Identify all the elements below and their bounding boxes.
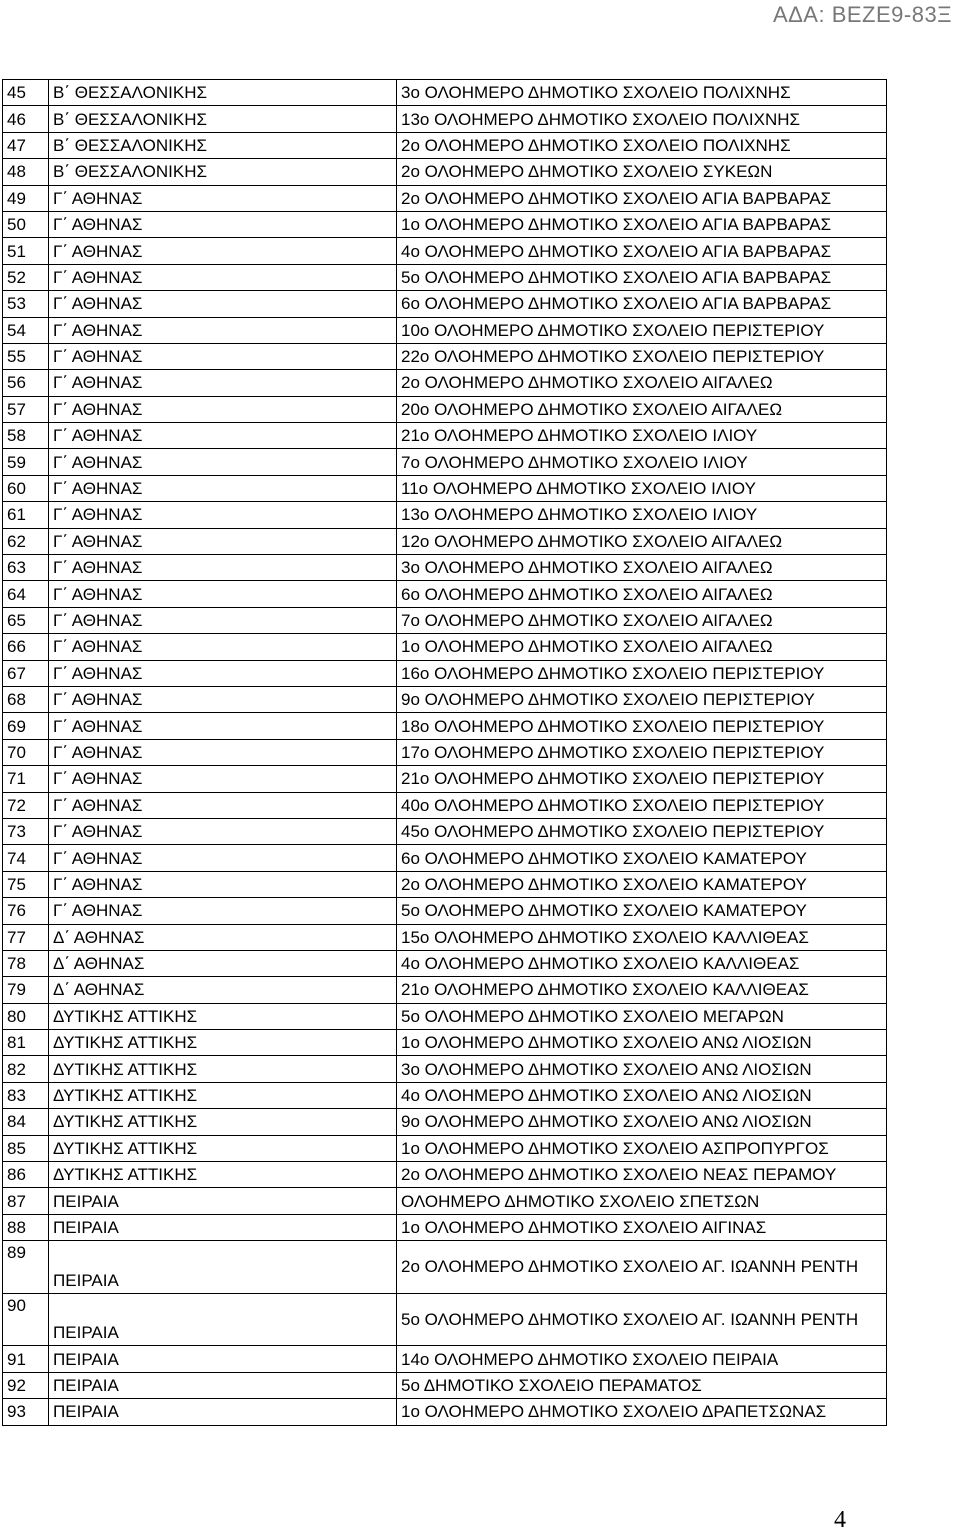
schools-table-body — [3, 80, 887, 1426]
table-row — [3, 1188, 887, 1214]
directorate-cell: Γ΄ ΑΘΗΝΑΣ — [49, 211, 397, 237]
row-number-cell: 77 — [3, 924, 49, 950]
directorate-cell: ΠΕΙΡΑΙΑ — [49, 1399, 397, 1425]
school-name-cell: 2ο ΟΛΟΗΜΕΡΟ ΔΗΜΟΤΙΚΟ ΣΧΟΛΕΙΟ ΑΓ. ΙΩΑΝΝΗ ΡΕΝΤΗ — [397, 1241, 887, 1294]
directorate-cell: ΔΥΤΙΚΗΣ ΑΤΤΙΚΗΣ — [49, 1003, 397, 1029]
directorate-cell: Γ΄ ΑΘΗΝΑΣ — [49, 607, 397, 633]
row-number-cell: 58 — [3, 423, 49, 449]
school-name-cell: 21ο ΟΛΟΗΜΕΡΟ ΔΗΜΟΤΙΚΟ ΣΧΟΛΕΙΟ ΙΛΙΟΥ — [397, 423, 887, 449]
table-row — [3, 370, 887, 396]
directorate-cell: Γ΄ ΑΘΗΝΑΣ — [49, 845, 397, 871]
directorate-cell: Γ΄ ΑΘΗΝΑΣ — [49, 634, 397, 660]
table-row — [3, 581, 887, 607]
directorate-cell: Γ΄ ΑΘΗΝΑΣ — [49, 502, 397, 528]
row-number-cell: 60 — [3, 475, 49, 501]
school-name-cell: 20ο ΟΛΟΗΜΕΡΟ ΔΗΜΟΤΙΚΟ ΣΧΟΛΕΙΟ ΑΙΓΑΛΕΩ — [397, 396, 887, 422]
directorate-cell: ΠΕΙΡΑΙΑ — [49, 1293, 397, 1346]
row-number-cell: 87 — [3, 1188, 49, 1214]
directorate-cell: Γ΄ ΑΘΗΝΑΣ — [49, 871, 397, 897]
row-number-cell: 82 — [3, 1056, 49, 1082]
directorate-cell: Γ΄ ΑΘΗΝΑΣ — [49, 898, 397, 924]
directorate-cell: ΠΕΙΡΑΙΑ — [49, 1372, 397, 1398]
school-name-cell: 22ο ΟΛΟΗΜΕΡΟ ΔΗΜΟΤΙΚΟ ΣΧΟΛΕΙΟ ΠΕΡΙΣΤΕΡΙΟΥ — [397, 343, 887, 369]
row-number-cell: 84 — [3, 1109, 49, 1135]
school-name-cell: 1ο ΟΛΟΗΜΕΡΟ ΔΗΜΟΤΙΚΟ ΣΧΟΛΕΙΟ ΑΓΙΑ ΒΑΡΒΑΡΑΣ — [397, 211, 887, 237]
directorate-cell: ΔΥΤΙΚΗΣ ΑΤΤΙΚΗΣ — [49, 1109, 397, 1135]
directorate-cell: Γ΄ ΑΘΗΝΑΣ — [49, 423, 397, 449]
school-name-cell: 9ο ΟΛΟΗΜΕΡΟ ΔΗΜΟΤΙΚΟ ΣΧΟΛΕΙΟ ΠΕΡΙΣΤΕΡΙΟΥ — [397, 686, 887, 712]
row-number-cell: 79 — [3, 977, 49, 1003]
directorate-cell: Γ΄ ΑΘΗΝΑΣ — [49, 185, 397, 211]
school-name-cell: 5ο ΟΛΟΗΜΕΡΟ ΔΗΜΟΤΙΚΟ ΣΧΟΛΕΙΟ ΜΕΓΑΡΩΝ — [397, 1003, 887, 1029]
school-name-cell: 17ο ΟΛΟΗΜΕΡΟ ΔΗΜΟΤΙΚΟ ΣΧΟΛΕΙΟ ΠΕΡΙΣΤΕΡΙΟΥ — [397, 739, 887, 765]
table-row — [3, 713, 887, 739]
row-number-cell: 45 — [3, 80, 49, 106]
row-number-cell: 49 — [3, 185, 49, 211]
school-name-cell: 1ο ΟΛΟΗΜΕΡΟ ΔΗΜΟΤΙΚΟ ΣΧΟΛΕΙΟ ΑΙΓΙΝΑΣ — [397, 1214, 887, 1240]
school-name-cell: 7ο ΟΛΟΗΜΕΡΟ ΔΗΜΟΤΙΚΟ ΣΧΟΛΕΙΟ ΙΛΙΟΥ — [397, 449, 887, 475]
row-number-cell: 81 — [3, 1030, 49, 1056]
school-name-cell: 5ο ΟΛΟΗΜΕΡΟ ΔΗΜΟΤΙΚΟ ΣΧΟΛΕΙΟ ΑΓ. ΙΩΑΝΝΗ ΡΕΝΤΗ — [397, 1293, 887, 1346]
table-row — [3, 1346, 887, 1372]
directorate-cell: Γ΄ ΑΘΗΝΑΣ — [49, 766, 397, 792]
directorate-cell: Γ΄ ΑΘΗΝΑΣ — [49, 581, 397, 607]
row-number-cell: 72 — [3, 792, 49, 818]
directorate-cell: Γ΄ ΑΘΗΝΑΣ — [49, 291, 397, 317]
directorate-cell: ΠΕΙΡΑΙΑ — [49, 1214, 397, 1240]
row-number-cell: 63 — [3, 555, 49, 581]
table-row — [3, 1082, 887, 1108]
directorate-cell: Β΄ ΘΕΣΣΑΛΟΝΙΚΗΣ — [49, 132, 397, 158]
table-row — [3, 1241, 887, 1294]
table-row — [3, 1135, 887, 1161]
table-row — [3, 1293, 887, 1346]
table-row — [3, 475, 887, 501]
school-name-cell: 18ο ΟΛΟΗΜΕΡΟ ΔΗΜΟΤΙΚΟ ΣΧΟΛΕΙΟ ΠΕΡΙΣΤΕΡΙΟΥ — [397, 713, 887, 739]
table-row — [3, 660, 887, 686]
table-row — [3, 106, 887, 132]
table-row — [3, 185, 887, 211]
row-number-cell: 88 — [3, 1214, 49, 1240]
directorate-cell: Γ΄ ΑΘΗΝΑΣ — [49, 792, 397, 818]
directorate-cell: Δ΄ ΑΘΗΝΑΣ — [49, 950, 397, 976]
directorate-cell: Γ΄ ΑΘΗΝΑΣ — [49, 713, 397, 739]
table-row — [3, 634, 887, 660]
school-name-cell: 6ο ΟΛΟΗΜΕΡΟ ΔΗΜΟΤΙΚΟ ΣΧΟΛΕΙΟ ΚΑΜΑΤΕΡΟΥ — [397, 845, 887, 871]
document-code: ΑΔΑ: ΒΕΖΕ9-83Ξ — [772, 2, 952, 27]
directorate-cell: ΠΕΙΡΑΙΑ — [49, 1346, 397, 1372]
table-row — [3, 1030, 887, 1056]
directorate-cell: ΠΕΙΡΑΙΑ — [49, 1188, 397, 1214]
table-row — [3, 80, 887, 106]
directorate-cell: Δ΄ ΑΘΗΝΑΣ — [49, 977, 397, 1003]
school-name-cell: 4ο ΟΛΟΗΜΕΡΟ ΔΗΜΟΤΙΚΟ ΣΧΟΛΕΙΟ ΑΝΩ ΛΙΟΣΙΩΝ — [397, 1082, 887, 1108]
table-row — [3, 1399, 887, 1425]
row-number-cell: 83 — [3, 1082, 49, 1108]
table-row — [3, 845, 887, 871]
school-name-cell: 15ο ΟΛΟΗΜΕΡΟ ΔΗΜΟΤΙΚΟ ΣΧΟΛΕΙΟ ΚΑΛΛΙΘΕΑΣ — [397, 924, 887, 950]
school-name-cell: 9ο ΟΛΟΗΜΕΡΟ ΔΗΜΟΤΙΚΟ ΣΧΟΛΕΙΟ ΑΝΩ ΛΙΟΣΙΩΝ — [397, 1109, 887, 1135]
directorate-cell: Γ΄ ΑΘΗΝΑΣ — [49, 818, 397, 844]
directorate-cell: Δ΄ ΑΘΗΝΑΣ — [49, 924, 397, 950]
school-name-cell: 2ο ΟΛΟΗΜΕΡΟ ΔΗΜΟΤΙΚΟ ΣΧΟΛΕΙΟ ΝΕΑΣ ΠΕΡΑΜΟΥ — [397, 1162, 887, 1188]
directorate-cell: ΔΥΤΙΚΗΣ ΑΤΤΙΚΗΣ — [49, 1030, 397, 1056]
directorate-cell: Γ΄ ΑΘΗΝΑΣ — [49, 343, 397, 369]
school-name-cell: 12ο ΟΛΟΗΜΕΡΟ ΔΗΜΟΤΙΚΟ ΣΧΟΛΕΙΟ ΑΙΓΑΛΕΩ — [397, 528, 887, 554]
row-number-cell: 92 — [3, 1372, 49, 1398]
directorate-cell: Γ΄ ΑΘΗΝΑΣ — [49, 264, 397, 290]
row-number-cell: 56 — [3, 370, 49, 396]
table-row — [3, 977, 887, 1003]
table-row — [3, 1162, 887, 1188]
school-name-cell: 6ο ΟΛΟΗΜΕΡΟ ΔΗΜΟΤΙΚΟ ΣΧΟΛΕΙΟ ΑΓΙΑ ΒΑΡΒΑΡΑΣ — [397, 291, 887, 317]
school-name-cell: 2ο ΟΛΟΗΜΕΡΟ ΔΗΜΟΤΙΚΟ ΣΧΟΛΕΙΟ ΑΙΓΑΛΕΩ — [397, 370, 887, 396]
directorate-cell: ΔΥΤΙΚΗΣ ΑΤΤΙΚΗΣ — [49, 1162, 397, 1188]
row-number-cell: 53 — [3, 291, 49, 317]
table-row — [3, 502, 887, 528]
table-row — [3, 739, 887, 765]
directorate-cell: Γ΄ ΑΘΗΝΑΣ — [49, 475, 397, 501]
row-number-cell: 74 — [3, 845, 49, 871]
school-name-cell: 1ο ΟΛΟΗΜΕΡΟ ΔΗΜΟΤΙΚΟ ΣΧΟΛΕΙΟ ΔΡΑΠΕΤΣΩΝΑΣ — [397, 1399, 887, 1425]
row-number-cell: 89 — [3, 1241, 49, 1294]
table-row — [3, 1056, 887, 1082]
directorate-cell: Γ΄ ΑΘΗΝΑΣ — [49, 370, 397, 396]
table-row — [3, 159, 887, 185]
row-number-cell: 64 — [3, 581, 49, 607]
school-name-cell: 4ο ΟΛΟΗΜΕΡΟ ΔΗΜΟΤΙΚΟ ΣΧΟΛΕΙΟ ΚΑΛΛΙΘΕΑΣ — [397, 950, 887, 976]
row-number-cell: 52 — [3, 264, 49, 290]
school-name-cell: 2ο ΟΛΟΗΜΕΡΟ ΔΗΜΟΤΙΚΟ ΣΧΟΛΕΙΟ ΑΓΙΑ ΒΑΡΒΑΡΑΣ — [397, 185, 887, 211]
row-number-cell: 91 — [3, 1346, 49, 1372]
page-number: 4 — [834, 1507, 846, 1533]
directorate-cell: Γ΄ ΑΘΗΝΑΣ — [49, 660, 397, 686]
directorate-cell: Β΄ ΘΕΣΣΑΛΟΝΙΚΗΣ — [49, 159, 397, 185]
school-name-cell: 3ο ΟΛΟΗΜΕΡΟ ΔΗΜΟΤΙΚΟ ΣΧΟΛΕΙΟ ΠΟΛΙΧΝΗΣ — [397, 80, 887, 106]
table-row — [3, 607, 887, 633]
school-name-cell: 21ο ΟΛΟΗΜΕΡΟ ΔΗΜΟΤΙΚΟ ΣΧΟΛΕΙΟ ΚΑΛΛΙΘΕΑΣ — [397, 977, 887, 1003]
row-number-cell: 85 — [3, 1135, 49, 1161]
directorate-cell: Γ΄ ΑΘΗΝΑΣ — [49, 555, 397, 581]
school-name-cell: 7ο ΟΛΟΗΜΕΡΟ ΔΗΜΟΤΙΚΟ ΣΧΟΛΕΙΟ ΑΙΓΑΛΕΩ — [397, 607, 887, 633]
directorate-cell: Γ΄ ΑΘΗΝΑΣ — [49, 449, 397, 475]
school-name-cell: 1ο ΟΛΟΗΜΕΡΟ ΔΗΜΟΤΙΚΟ ΣΧΟΛΕΙΟ ΑΙΓΑΛΕΩ — [397, 634, 887, 660]
table-row — [3, 264, 887, 290]
row-number-cell: 75 — [3, 871, 49, 897]
school-name-cell: 5ο ΟΛΟΗΜΕΡΟ ΔΗΜΟΤΙΚΟ ΣΧΟΛΕΙΟ ΑΓΙΑ ΒΑΡΒΑΡΑΣ — [397, 264, 887, 290]
table-row — [3, 818, 887, 844]
table-row — [3, 871, 887, 897]
school-name-cell: 2ο ΟΛΟΗΜΕΡΟ ΔΗΜΟΤΙΚΟ ΣΧΟΛΕΙΟ ΣΥΚΕΩΝ — [397, 159, 887, 185]
school-name-cell: 1ο ΟΛΟΗΜΕΡΟ ΔΗΜΟΤΙΚΟ ΣΧΟΛΕΙΟ ΑΣΠΡΟΠΥΡΓΟΣ — [397, 1135, 887, 1161]
row-number-cell: 90 — [3, 1293, 49, 1346]
row-number-cell: 47 — [3, 132, 49, 158]
row-number-cell: 66 — [3, 634, 49, 660]
table-row — [3, 1109, 887, 1135]
directorate-cell: Γ΄ ΑΘΗΝΑΣ — [49, 739, 397, 765]
table-row — [3, 1003, 887, 1029]
row-number-cell: 70 — [3, 739, 49, 765]
table-row — [3, 211, 887, 237]
school-name-cell: 13ο ΟΛΟΗΜΕΡΟ ΔΗΜΟΤΙΚΟ ΣΧΟΛΕΙΟ ΠΟΛΙΧΝΗΣ — [397, 106, 887, 132]
row-number-cell: 68 — [3, 686, 49, 712]
row-number-cell: 62 — [3, 528, 49, 554]
row-number-cell: 50 — [3, 211, 49, 237]
school-name-cell: 5ο ΔΗΜΟΤΙΚΟ ΣΧΟΛΕΙΟ ΠΕΡΑΜΑΤΟΣ — [397, 1372, 887, 1398]
table-row — [3, 898, 887, 924]
school-name-cell: 4ο ΟΛΟΗΜΕΡΟ ΔΗΜΟΤΙΚΟ ΣΧΟΛΕΙΟ ΑΓΙΑ ΒΑΡΒΑΡΑΣ — [397, 238, 887, 264]
school-name-cell: 3ο ΟΛΟΗΜΕΡΟ ΔΗΜΟΤΙΚΟ ΣΧΟΛΕΙΟ ΑΝΩ ΛΙΟΣΙΩΝ — [397, 1056, 887, 1082]
row-number-cell: 57 — [3, 396, 49, 422]
school-name-cell: 13ο ΟΛΟΗΜΕΡΟ ΔΗΜΟΤΙΚΟ ΣΧΟΛΕΙΟ ΙΛΙΟΥ — [397, 502, 887, 528]
school-name-cell: 6ο ΟΛΟΗΜΕΡΟ ΔΗΜΟΤΙΚΟ ΣΧΟΛΕΙΟ ΑΙΓΑΛΕΩ — [397, 581, 887, 607]
directorate-cell: ΔΥΤΙΚΗΣ ΑΤΤΙΚΗΣ — [49, 1056, 397, 1082]
table-row — [3, 1372, 887, 1398]
school-name-cell: 16ο ΟΛΟΗΜΕΡΟ ΔΗΜΟΤΙΚΟ ΣΧΟΛΕΙΟ ΠΕΡΙΣΤΕΡΙΟΥ — [397, 660, 887, 686]
row-number-cell: 61 — [3, 502, 49, 528]
school-name-cell: ΟΛΟΗΜΕΡΟ ΔΗΜΟΤΙΚΟ ΣΧΟΛΕΙΟ ΣΠΕΤΣΩΝ — [397, 1188, 887, 1214]
table-row — [3, 291, 887, 317]
table-row — [3, 1214, 887, 1240]
school-name-cell: 21ο ΟΛΟΗΜΕΡΟ ΔΗΜΟΤΙΚΟ ΣΧΟΛΕΙΟ ΠΕΡΙΣΤΕΡΙΟΥ — [397, 766, 887, 792]
row-number-cell: 46 — [3, 106, 49, 132]
row-number-cell: 51 — [3, 238, 49, 264]
school-name-cell: 10ο ΟΛΟΗΜΕΡΟ ΔΗΜΟΤΙΚΟ ΣΧΟΛΕΙΟ ΠΕΡΙΣΤΕΡΙΟΥ — [397, 317, 887, 343]
row-number-cell: 78 — [3, 950, 49, 976]
row-number-cell: 59 — [3, 449, 49, 475]
schools-table — [2, 79, 887, 1426]
school-name-cell: 45ο ΟΛΟΗΜΕΡΟ ΔΗΜΟΤΙΚΟ ΣΧΟΛΕΙΟ ΠΕΡΙΣΤΕΡΙΟΥ — [397, 818, 887, 844]
directorate-cell: ΔΥΤΙΚΗΣ ΑΤΤΙΚΗΣ — [49, 1135, 397, 1161]
table-row — [3, 396, 887, 422]
school-name-cell: 11ο ΟΛΟΗΜΕΡΟ ΔΗΜΟΤΙΚΟ ΣΧΟΛΕΙΟ ΙΛΙΟΥ — [397, 475, 887, 501]
directorate-cell: Γ΄ ΑΘΗΝΑΣ — [49, 317, 397, 343]
table-row — [3, 950, 887, 976]
table-row — [3, 423, 887, 449]
directorate-cell: Β΄ ΘΕΣΣΑΛΟΝΙΚΗΣ — [49, 106, 397, 132]
row-number-cell: 71 — [3, 766, 49, 792]
row-number-cell: 67 — [3, 660, 49, 686]
table-row — [3, 555, 887, 581]
table-row — [3, 317, 887, 343]
school-name-cell: 1ο ΟΛΟΗΜΕΡΟ ΔΗΜΟΤΙΚΟ ΣΧΟΛΕΙΟ ΑΝΩ ΛΙΟΣΙΩΝ — [397, 1030, 887, 1056]
row-number-cell: 55 — [3, 343, 49, 369]
table-row — [3, 924, 887, 950]
table-row — [3, 528, 887, 554]
school-name-cell: 14ο ΟΛΟΗΜΕΡΟ ΔΗΜΟΤΙΚΟ ΣΧΟΛΕΙΟ ΠΕΙΡΑΙΑ — [397, 1346, 887, 1372]
row-number-cell: 93 — [3, 1399, 49, 1425]
row-number-cell: 48 — [3, 159, 49, 185]
row-number-cell: 80 — [3, 1003, 49, 1029]
directorate-cell: Γ΄ ΑΘΗΝΑΣ — [49, 528, 397, 554]
school-name-cell: 3ο ΟΛΟΗΜΕΡΟ ΔΗΜΟΤΙΚΟ ΣΧΟΛΕΙΟ ΑΙΓΑΛΕΩ — [397, 555, 887, 581]
row-number-cell: 54 — [3, 317, 49, 343]
row-number-cell: 69 — [3, 713, 49, 739]
row-number-cell: 65 — [3, 607, 49, 633]
table-row — [3, 686, 887, 712]
row-number-cell: 76 — [3, 898, 49, 924]
directorate-cell: ΔΥΤΙΚΗΣ ΑΤΤΙΚΗΣ — [49, 1082, 397, 1108]
table-row — [3, 792, 887, 818]
table-row — [3, 238, 887, 264]
school-name-cell: 2ο ΟΛΟΗΜΕΡΟ ΔΗΜΟΤΙΚΟ ΣΧΟΛΕΙΟ ΠΟΛΙΧΝΗΣ — [397, 132, 887, 158]
table-row — [3, 449, 887, 475]
directorate-cell: Γ΄ ΑΘΗΝΑΣ — [49, 396, 397, 422]
directorate-cell: Β΄ ΘΕΣΣΑΛΟΝΙΚΗΣ — [49, 80, 397, 106]
table-row — [3, 343, 887, 369]
directorate-cell: Γ΄ ΑΘΗΝΑΣ — [49, 686, 397, 712]
table-row — [3, 132, 887, 158]
school-name-cell: 40ο ΟΛΟΗΜΕΡΟ ΔΗΜΟΤΙΚΟ ΣΧΟΛΕΙΟ ΠΕΡΙΣΤΕΡΙΟΥ — [397, 792, 887, 818]
school-name-cell: 2ο ΟΛΟΗΜΕΡΟ ΔΗΜΟΤΙΚΟ ΣΧΟΛΕΙΟ ΚΑΜΑΤΕΡΟΥ — [397, 871, 887, 897]
directorate-cell: ΠΕΙΡΑΙΑ — [49, 1241, 397, 1294]
row-number-cell: 73 — [3, 818, 49, 844]
table-row — [3, 766, 887, 792]
row-number-cell: 86 — [3, 1162, 49, 1188]
school-name-cell: 5ο ΟΛΟΗΜΕΡΟ ΔΗΜΟΤΙΚΟ ΣΧΟΛΕΙΟ ΚΑΜΑΤΕΡΟΥ — [397, 898, 887, 924]
directorate-cell: Γ΄ ΑΘΗΝΑΣ — [49, 238, 397, 264]
